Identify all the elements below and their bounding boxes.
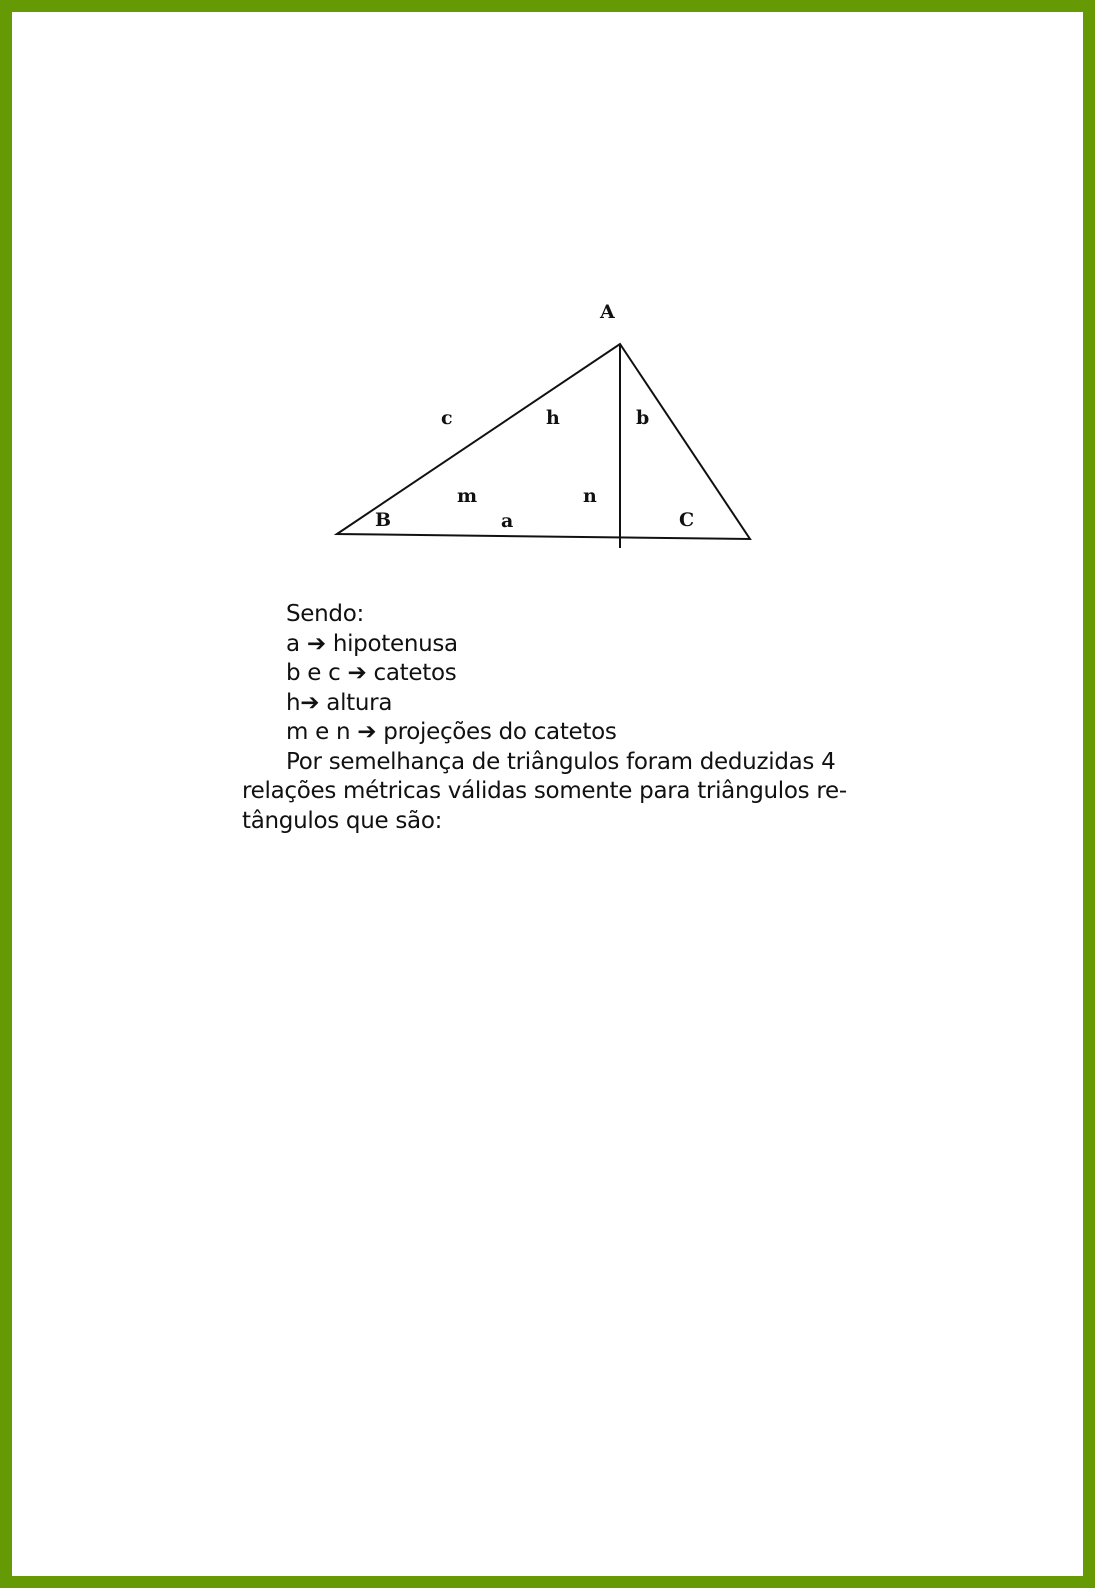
definition-term: h xyxy=(286,689,301,716)
side-c-label: c xyxy=(441,407,453,429)
relations-paragraph xyxy=(242,748,862,837)
paragraph-line-2: relações métricas válidas somente para triângulos re- xyxy=(242,778,847,804)
right-triangle-diagram xyxy=(302,282,792,572)
definition-line xyxy=(242,659,862,689)
arrow-right-icon: ➔ xyxy=(357,719,377,745)
definition-line xyxy=(242,718,862,748)
definition-term: m e n xyxy=(286,719,351,745)
side-a-label: a xyxy=(501,510,514,532)
paragraph-line-3: tângulos que são: xyxy=(242,807,443,834)
vertex-c-label: C xyxy=(679,509,695,531)
definition-meaning: catetos xyxy=(373,660,457,686)
arrow-right-icon: ➔ xyxy=(347,660,367,686)
projection-m-label: m xyxy=(457,485,478,507)
definition-term: b e c xyxy=(286,660,341,686)
height-h-label: h xyxy=(546,407,560,429)
intro-text: Sendo: xyxy=(286,601,364,627)
projection-n-label: n xyxy=(583,485,597,507)
body-text xyxy=(242,600,862,836)
vertex-b-label: B xyxy=(375,509,392,531)
paragraph-line-1: Por semelhança de triângulos foram deduzidas 4 xyxy=(286,748,836,775)
vertex-a-label: A xyxy=(600,301,615,323)
side-b-label: b xyxy=(636,407,650,429)
definition-meaning: hipotenusa xyxy=(332,630,458,657)
definition-term: a xyxy=(286,630,300,657)
arrow-right-icon: ➔ xyxy=(300,689,320,716)
arrow-right-icon: ➔ xyxy=(306,630,326,657)
definition-meaning: projeções do catetos xyxy=(383,719,617,745)
definition-line xyxy=(242,689,862,719)
definition-line xyxy=(242,630,862,660)
intro-line xyxy=(242,600,862,630)
definition-meaning: altura xyxy=(326,689,393,716)
